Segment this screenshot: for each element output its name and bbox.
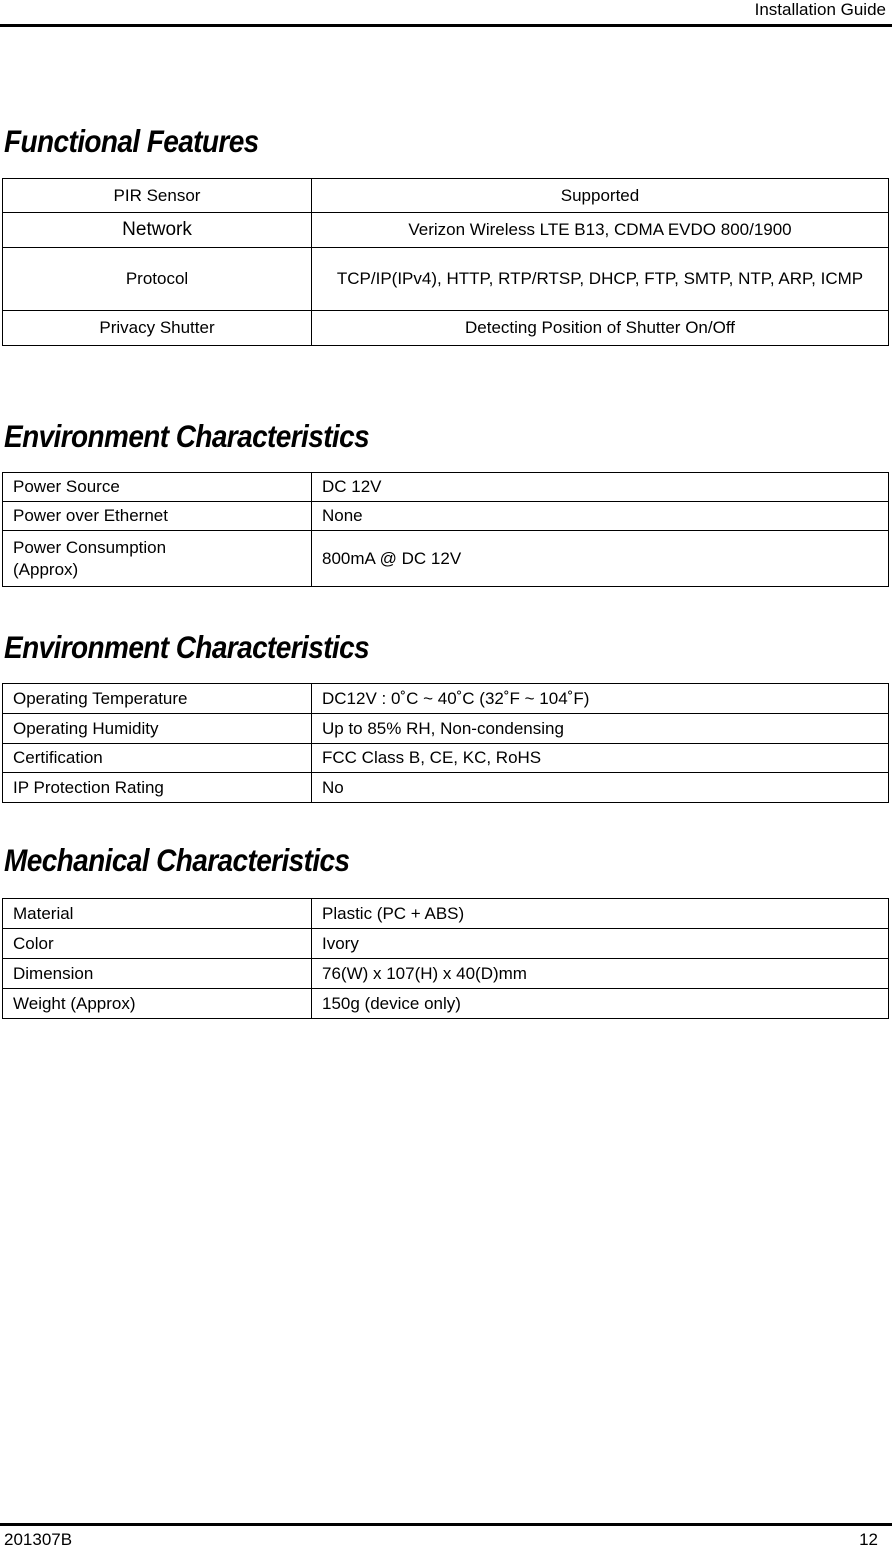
spec-label: Power Consumption (Approx)	[3, 531, 312, 587]
table-row	[3, 311, 889, 346]
table-row	[3, 773, 889, 803]
spec-value: Plastic (PC + ABS)	[312, 899, 889, 929]
spec-label: Privacy Shutter	[3, 311, 312, 346]
table-row	[3, 989, 889, 1019]
table-row	[3, 179, 889, 213]
spec-label: Protocol	[3, 248, 312, 311]
table-row	[3, 899, 889, 929]
spec-value: 150g (device only)	[312, 989, 889, 1019]
table-row	[3, 959, 889, 989]
spec-label: Weight (Approx)	[3, 989, 312, 1019]
section-title-environment-characteristics-2: Environment Characteristics	[4, 630, 370, 665]
section-title-environment-characteristics: Environment Characteristics	[4, 419, 370, 454]
section-title-mechanical-characteristics: Mechanical Characteristics	[4, 843, 350, 878]
spec-label: IP Protection Rating	[3, 773, 312, 803]
spec-value: DC12V : 0˚C ~ 40˚C (32˚F ~ 104˚F)	[312, 684, 889, 714]
spec-label: Material	[3, 899, 312, 929]
spec-value: FCC Class B, CE, KC, RoHS	[312, 744, 889, 773]
spec-value: Ivory	[312, 929, 889, 959]
table-row	[3, 213, 889, 248]
spec-value: No	[312, 773, 889, 803]
guide-title: Installation Guide	[754, 0, 886, 19]
spec-label: PIR Sensor	[3, 179, 312, 213]
table-row	[3, 248, 889, 311]
operating-environment-table	[2, 683, 889, 803]
environment-characteristics-table	[2, 472, 889, 587]
mechanical-characteristics-table	[2, 898, 889, 1019]
table-row	[3, 531, 889, 587]
table-row	[3, 684, 889, 714]
page-header	[0, 0, 892, 27]
section-title-functional-features: Functional Features	[4, 124, 259, 159]
page-footer	[0, 1523, 892, 1550]
page-number: 12	[859, 1530, 878, 1549]
spec-label: Operating Humidity	[3, 714, 312, 744]
spec-value: Supported	[312, 179, 889, 213]
spec-value: Up to 85% RH, Non-condensing	[312, 714, 889, 744]
spec-value: Detecting Position of Shutter On/Off	[312, 311, 889, 346]
spec-value: 800mA @ DC 12V	[312, 531, 889, 587]
spec-value: DC 12V	[312, 473, 889, 502]
spec-label: Power Source	[3, 473, 312, 502]
spec-label: Color	[3, 929, 312, 959]
spec-value: None	[312, 502, 889, 531]
table-row	[3, 502, 889, 531]
spec-label: Dimension	[3, 959, 312, 989]
table-row	[3, 929, 889, 959]
document-code: 201307B	[4, 1530, 73, 1549]
spec-value: Verizon Wireless LTE B13, CDMA EVDO 800/1900	[312, 213, 889, 248]
spec-label: Network	[3, 213, 312, 248]
table-row	[3, 714, 889, 744]
spec-label: Operating Temperature	[3, 684, 312, 714]
spec-value: 76(W) x 107(H) x 40(D)mm	[312, 959, 889, 989]
table-row	[3, 744, 889, 773]
spec-label: Power over Ethernet	[3, 502, 312, 531]
table-row	[3, 473, 889, 502]
spec-value: TCP/IP(IPv4), HTTP, RTP/RTSP, DHCP, FTP, SMTP, NTP, ARP, ICMP	[312, 248, 889, 311]
functional-features-table	[2, 178, 889, 346]
spec-label: Certification	[3, 744, 312, 773]
